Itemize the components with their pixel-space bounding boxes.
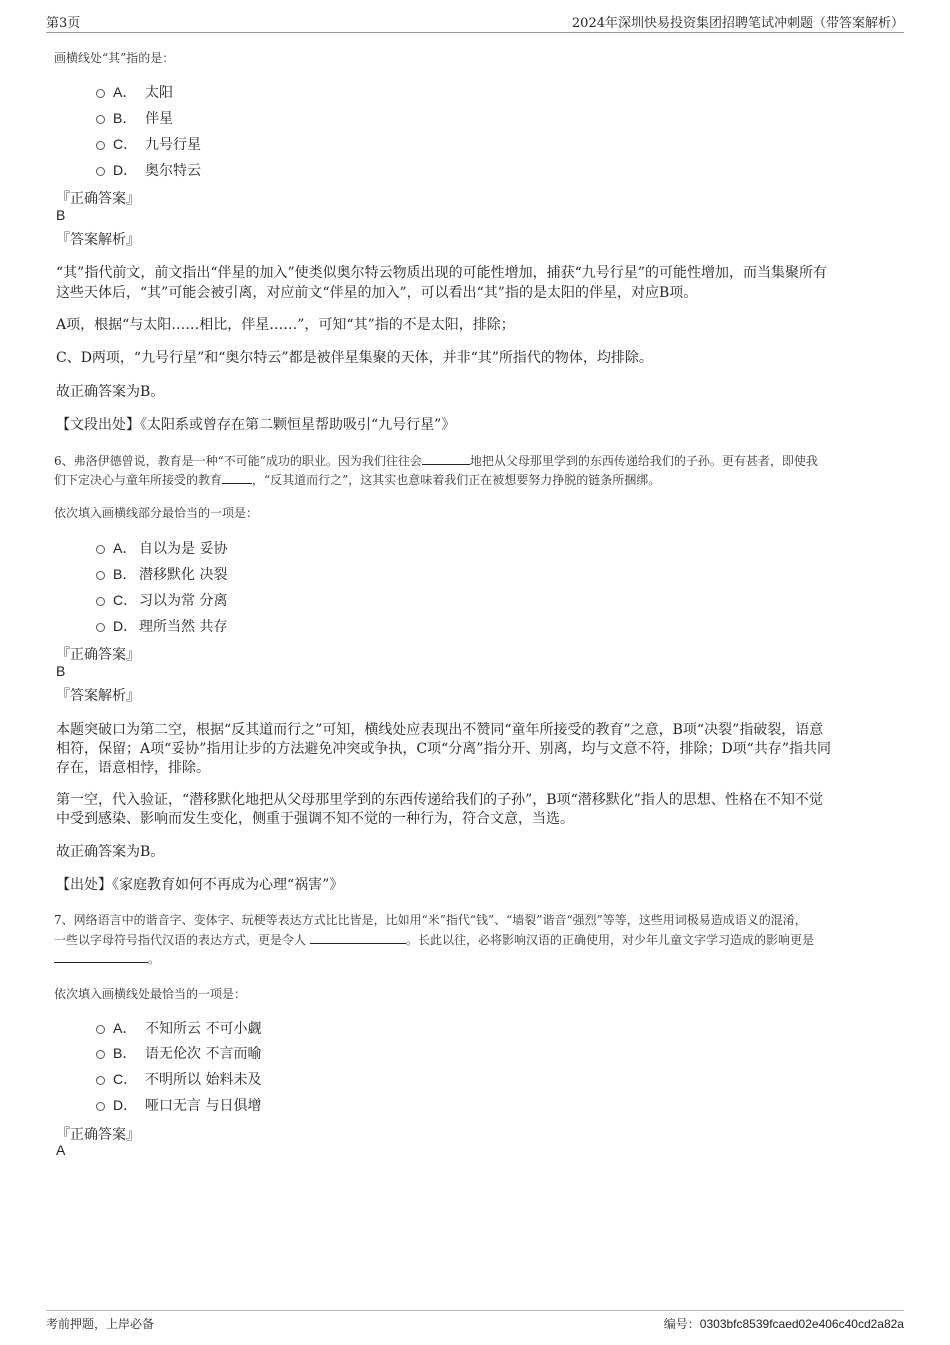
q7-prompt: 依次填入画横线处最恰当的一项是： [54, 987, 247, 1001]
footer-serial: 编号：0303bfc8539fcaed02e406c40cd2a82a [663, 1317, 904, 1331]
radio-icon[interactable] [96, 115, 105, 124]
q6-prompt: 依次填入画横线部分最恰当的一项是： [54, 506, 259, 520]
radio-icon[interactable] [96, 89, 105, 98]
q6-source: 【出处】《家庭教育如何不再成为心理“祸害”》 [56, 877, 344, 893]
q7-option-d[interactable]: D． 哑口无言 与日俱增 [96, 1095, 261, 1115]
q5-option-b[interactable]: B． 伴星 [96, 108, 173, 128]
q7-stem-line: 7、网络语言中的谐音字、变体字、玩梗等表达方式比比皆是，比如用“米”指代“钱”、“墙裂”谐音“强烈”等等，这些用词极易造成语义的混淆， [54, 913, 807, 927]
q6-stem-line: 们下定决心与童年所接受的教育 ，“反其道而行之”，这其实也意味着我们正在被想要努力挣脱的链条所捆绑。 [54, 470, 660, 488]
q7-option-c[interactable]: C． 不明所以 始料未及 [96, 1069, 261, 1089]
q5-prompt: 画横线处“其”指的是： [54, 51, 175, 65]
radio-icon[interactable] [96, 571, 105, 580]
radio-icon[interactable] [96, 623, 105, 632]
page-header [46, 10, 904, 33]
q6-analysis-line: 第一空，代入验证，“潜移默化地把从父母那里学到的东西传递给我们的子孙”，B项“潜移默化”指人的思想、性格在不知不觉 [56, 792, 823, 808]
q6-option-a[interactable]: A． 自以为是 妥协 [96, 538, 227, 558]
radio-icon[interactable] [96, 597, 105, 606]
radio-icon[interactable] [96, 1050, 105, 1059]
radio-icon[interactable] [96, 167, 105, 176]
q6-analysis-line: 中受到感染、影响而发生变化，侧重于强调不知不觉的一种行为，符合文意，当选。 [56, 811, 574, 827]
page-number: 第3页 [46, 16, 81, 31]
radio-icon[interactable] [96, 141, 105, 150]
radio-icon[interactable] [96, 1025, 105, 1034]
q5-option-a[interactable]: A． 太阳 [96, 82, 173, 102]
q5-analysis-label: 『答案解析』 [56, 232, 140, 248]
q6-answer: B [56, 663, 66, 679]
answer-blank [310, 930, 406, 944]
q6-analysis-line: 存在，语意相悖，排除。 [56, 760, 210, 776]
answer-blank [222, 470, 252, 484]
q7-answer: A [56, 1142, 66, 1158]
q5-answer-label: 『正确答案』 [56, 191, 140, 207]
answer-blank [54, 949, 148, 963]
q5-option-c[interactable]: C． 九号行星 [96, 134, 201, 154]
q6-option-c[interactable]: C． 习以为常 分离 [96, 590, 227, 610]
q6-option-d[interactable]: D． 理所当然 共存 [96, 616, 227, 636]
q6-analysis-line: 故正确答案为B。 [56, 844, 165, 860]
q6-analysis-label: 『答案解析』 [56, 688, 140, 704]
q6-option-b[interactable]: B． 潜移默化 决裂 [96, 564, 227, 584]
footer-slogan: 考前押题，上岸必备 [46, 1317, 155, 1331]
q5-analysis-line: A项，根据“与太阳……相比，伴星……”，可知“其”指的不是太阳，排除； [56, 317, 515, 333]
q5-analysis-line: C、D两项，“九号行星”和“奥尔特云”都是被伴星集聚的天体，并非“其”所指代的物体，均排除。 [56, 350, 653, 366]
page-footer [46, 1310, 904, 1331]
q5-analysis-line: “其”指代前文，前文指出“伴星的加入”使类似奥尔特云物质出现的可能性增加，捕获“九号行星”的可能性增加，而当集聚所有 [56, 265, 827, 281]
answer-blank [422, 451, 470, 465]
q7-answer-label: 『正确答案』 [56, 1127, 140, 1143]
q5-analysis-line: 这些天体后，“其”可能会被引离，对应前文“伴星的加入”，可以看出“其”指的是太阳的伴星，对应B项。 [56, 285, 698, 301]
radio-icon[interactable] [96, 1102, 105, 1111]
radio-icon[interactable] [96, 545, 105, 554]
document-title: 2024年深圳快易投资集团招聘笔试冲刺题（带答案解析） [571, 16, 904, 31]
q6-analysis-line: 本题突破口为第二空，根据“反其道而行之”可知，横线处应表现出不赞同“童年所接受的教育”之意，B项“决裂”指破裂，语意 [56, 722, 824, 738]
q5-option-d[interactable]: D． 奥尔特云 [96, 160, 201, 180]
q5-analysis-line: 故正确答案为B。 [56, 384, 165, 400]
q5-source: 【文段出处】《太阳系或曾存在第二颗恒星帮助吸引“九号行星”》 [56, 417, 456, 433]
q7-option-b[interactable]: B． 语无伦次 不言而喻 [96, 1043, 261, 1063]
q7-stem-line: 一些以字母符号指代汉语的表达方式，更是令人 。长此以往，必将影响汉语的正确使用，对少年儿童文字学习造成的影响更是 [54, 930, 814, 948]
radio-icon[interactable] [96, 1076, 105, 1085]
q5-answer: B [56, 207, 66, 223]
q7-stem-line: 。 [54, 949, 160, 967]
q6-analysis-line: 相符，保留；A项“妥协”指用让步的方法避免冲突或争执，C项“分离”指分开、别离，均与文意不符，排除；D项“共存”指共同 [56, 741, 831, 757]
q6-answer-label: 『正确答案』 [56, 647, 140, 663]
q6-stem-line: 6、弗洛伊德曾说，教育是一种“不可能”成功的职业。因为我们往往会 地把从父母那里学到的东西传递给我们的子孙。更有甚者，即使我 [54, 451, 818, 469]
q7-option-a[interactable]: A． 不知所云 不可小觑 [96, 1018, 261, 1038]
